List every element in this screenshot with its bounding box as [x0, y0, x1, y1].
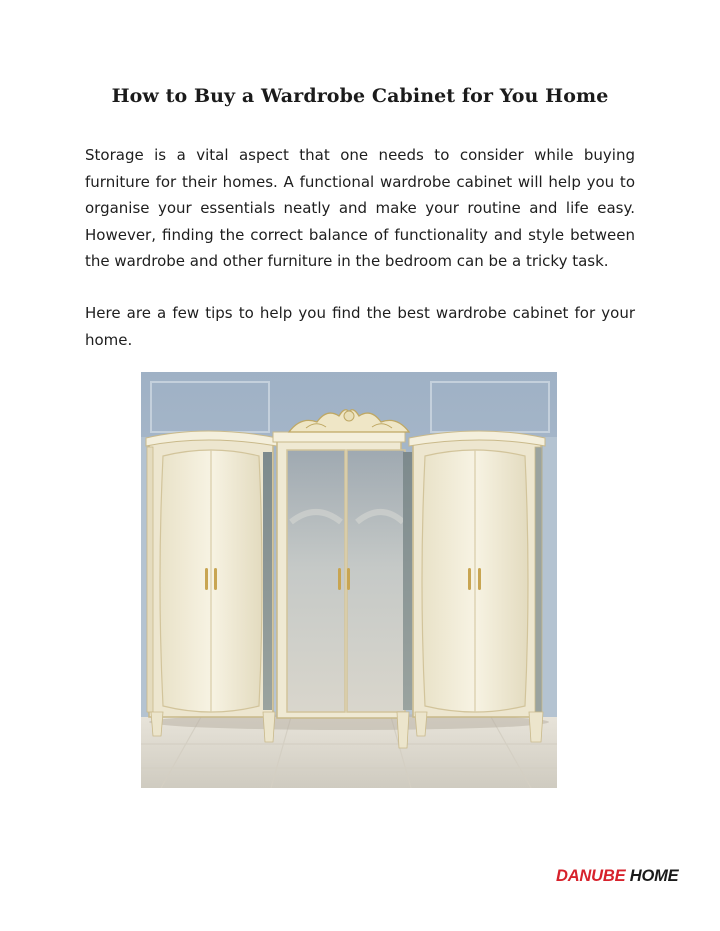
tips-paragraph: Here are a few tips to help you find the best wardrobe cabinet for your home. [85, 304, 635, 349]
intro-paragraph: Storage is a vital aspect that one needs to consider while buying furniture for their homes. A functional wardrobe cabinet will help you to organise your essentials neatly and make your routine and life easy. However, finding the correct balance of functionality and style between the wardrobe and other furniture in the bedroom can be a tricky task. [85, 146, 635, 270]
center-cabinet [273, 410, 409, 748]
right-mirror-strip [403, 452, 412, 710]
left-cabinet [146, 431, 277, 742]
left-handle-l [205, 568, 208, 590]
logo-home-text: HOME [625, 867, 679, 885]
center-handle-r [347, 568, 350, 590]
center-mirror-right [347, 450, 405, 712]
center-mirror-left [287, 450, 345, 712]
right-foot-1 [415, 712, 427, 736]
right-foot-2 [529, 712, 543, 742]
left-mirror-strip [263, 452, 272, 710]
left-handle-r [214, 568, 217, 590]
danube-home-logo [556, 867, 708, 889]
logo-danube-text: DANUBE [556, 867, 626, 885]
left-foot-2 [263, 712, 275, 742]
center-handle-l [338, 568, 341, 590]
right-handle-l [468, 568, 471, 590]
wardrobe-cabinet-photo [141, 372, 557, 788]
page-title: How to Buy a Wardrobe Cabinet for You Home [111, 85, 609, 107]
right-cabinet [403, 431, 545, 742]
center-cabinet-top [273, 432, 405, 442]
right-handle-r [478, 568, 481, 590]
left-foot-1 [151, 712, 163, 736]
wall-pilaster-right [543, 437, 557, 717]
center-foot [397, 712, 409, 748]
